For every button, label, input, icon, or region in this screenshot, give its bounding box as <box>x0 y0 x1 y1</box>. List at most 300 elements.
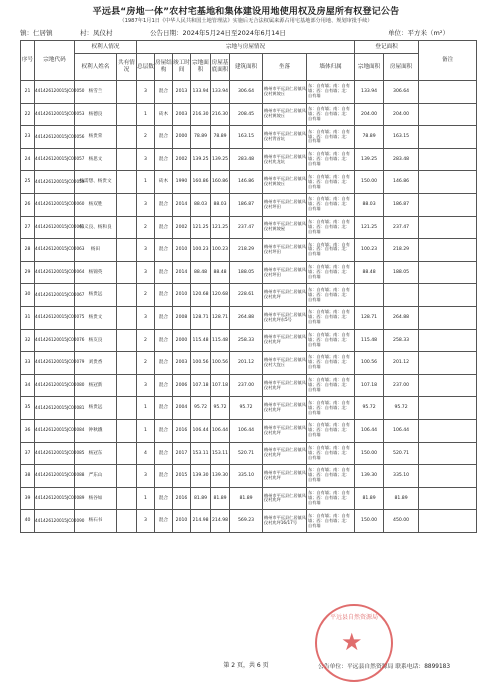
cell-loc: 梅州市平远县仁居镇凤仪村兆坪 <box>263 419 307 442</box>
cell-base: 139.30 <box>211 465 230 488</box>
cell-rhouse: 204.00 <box>384 103 419 126</box>
cell-seq: 33 <box>21 352 35 375</box>
cell-name: 杨思文 <box>75 148 117 171</box>
cell-build: 569.23 <box>230 510 263 533</box>
cell-land: 100.23 <box>191 239 211 262</box>
header-reg-land: 宗地面积 <box>355 54 384 81</box>
cell-code: 441426120015JC00075 <box>35 306 75 329</box>
cell-land: 216.30 <box>191 103 211 126</box>
table-row <box>21 216 477 239</box>
cell-land: 88.48 <box>191 261 211 284</box>
cell-code: 441426120015JC00084 <box>35 419 75 442</box>
cell-floors: 3 <box>137 510 155 533</box>
cell-wall: 东：自有墙；南：自有墙；西：自有墙；北：自有墙 <box>307 397 355 420</box>
cell-name: 杨冠东 <box>75 442 117 465</box>
cell-land: 88.03 <box>191 193 211 216</box>
cell-base: 95.72 <box>211 397 230 420</box>
cell-name: 杨义良、杨和良 <box>75 216 117 239</box>
cell-name: 杨双胜 <box>75 193 117 216</box>
contact-phone: 联系电话：8899183 <box>395 664 451 670</box>
cell-code: 441426120015JC00067 <box>35 284 75 307</box>
table-row <box>21 284 477 307</box>
cell-code: 441426120015JC00050 <box>35 81 75 104</box>
cell-struct: 混合 <box>155 126 173 149</box>
cell-loc: 梅州市平远县仁居镇凤仪村兆坪 <box>263 329 307 352</box>
cell-loc: 梅州市平远县仁居镇凤仪村兆坪东5号 <box>263 306 307 329</box>
cell-name: 杨贵远 <box>75 397 117 420</box>
cell-wall: 东：自有墙；南：自有墙；西：自有墙；北：自有墙 <box>307 306 355 329</box>
cell-floors: 3 <box>137 193 155 216</box>
cell-code: 441426120015JC00081 <box>35 397 75 420</box>
official-seal <box>315 604 393 682</box>
cell-build: 218.29 <box>230 239 263 262</box>
cell-year: 2016 <box>173 487 191 510</box>
cell-rhouse: 186.87 <box>384 193 419 216</box>
cell-name: 杨贵文 <box>75 306 117 329</box>
cell-rhouse: 95.72 <box>384 397 419 420</box>
cell-wall: 东：自有墙；南：自有墙；西：自有墙；北：自有墙 <box>307 329 355 352</box>
cell-struct: 砖木 <box>155 103 173 126</box>
table-row <box>21 193 477 216</box>
header-completed: 竣工时间 <box>173 54 191 81</box>
cell-co <box>117 284 137 307</box>
cell-co <box>117 239 137 262</box>
cell-struct: 混合 <box>155 148 173 171</box>
cell-year: 2003 <box>173 103 191 126</box>
cell-wall: 东：自有墙；南：自有墙；西：自有墙；北：自有墙 <box>307 487 355 510</box>
cell-remark <box>419 171 477 194</box>
cell-build: 95.72 <box>230 397 263 420</box>
cell-rland: 139.30 <box>355 465 384 488</box>
cell-struct: 混合 <box>155 193 173 216</box>
cell-rhouse: 188.05 <box>384 261 419 284</box>
cell-rland: 106.44 <box>355 419 384 442</box>
cell-year: 2010 <box>173 239 191 262</box>
cell-struct: 混合 <box>155 487 173 510</box>
cell-remark <box>419 374 477 397</box>
cell-rhouse: 258.33 <box>384 329 419 352</box>
cell-floors: 3 <box>137 239 155 262</box>
cell-rhouse: 237.47 <box>384 216 419 239</box>
cell-base: 216.30 <box>211 103 230 126</box>
cell-remark <box>419 329 477 352</box>
cell-land: 106.44 <box>191 419 211 442</box>
table-row <box>21 103 477 126</box>
header-floors: 总层数 <box>137 54 155 81</box>
cell-year: 2002 <box>173 148 191 171</box>
cell-base: 160.86 <box>211 171 230 194</box>
cell-rland: 150.00 <box>355 442 384 465</box>
cell-land: 139.30 <box>191 465 211 488</box>
cell-land: 153.11 <box>191 442 211 465</box>
cell-rland: 88.48 <box>355 261 384 284</box>
cell-floors: 1 <box>137 487 155 510</box>
header-reg-house: 房屋面积 <box>384 54 419 81</box>
cell-co <box>117 442 137 465</box>
cell-wall: 东：自有墙；南：自有墙；西：自有墙；北：自有墙 <box>307 103 355 126</box>
cell-struct: 混合 <box>155 239 173 262</box>
cell-base: 133.94 <box>211 81 230 104</box>
cell-co <box>117 352 137 375</box>
table-row <box>21 397 477 420</box>
cell-land: 139.25 <box>191 148 211 171</box>
cell-loc: 梅州市平远县仁居镇凤仪村兆坪 <box>263 487 307 510</box>
cell-year: 2004 <box>173 397 191 420</box>
cell-struct: 混合 <box>155 397 173 420</box>
cell-remark <box>419 284 477 307</box>
cell-floors: 2 <box>137 352 155 375</box>
cell-seq: 40 <box>21 510 35 533</box>
table-row <box>21 81 477 104</box>
cell-rland: 100.23 <box>355 239 384 262</box>
cell-base: 78.89 <box>211 126 230 149</box>
cell-floors: 1 <box>137 419 155 442</box>
header-building-area: 建筑面积 <box>230 54 263 81</box>
cell-rland: 128.71 <box>355 306 384 329</box>
cell-year: 2008 <box>173 306 191 329</box>
cell-co <box>117 261 137 284</box>
cell-struct: 混合 <box>155 329 173 352</box>
cell-seq: 25 <box>21 171 35 194</box>
table-row <box>21 239 477 262</box>
registration-table <box>20 40 477 533</box>
cell-seq: 32 <box>21 329 35 352</box>
cell-remark <box>419 487 477 510</box>
cell-floors: 1 <box>137 397 155 420</box>
cell-co <box>117 510 137 533</box>
cell-floors: 3 <box>137 374 155 397</box>
cell-loc: 梅州市平远县仁居镇凤仪村坪田 <box>263 193 307 216</box>
cell-struct: 混合 <box>155 510 173 533</box>
cell-wall: 东：自有墙；南：自有墙；西：自有墙；北：自有墙 <box>307 239 355 262</box>
cell-land: 81.89 <box>191 487 211 510</box>
cell-rhouse: 264.88 <box>384 306 419 329</box>
cell-struct: 混合 <box>155 261 173 284</box>
cell-loc: 梅州市平远县仁居镇凤仪村背首坑 <box>263 126 307 149</box>
cell-land: 115.48 <box>191 329 211 352</box>
cell-seq: 30 <box>21 284 35 307</box>
cell-land: 121.25 <box>191 216 211 239</box>
cell-seq: 34 <box>21 374 35 397</box>
announcer-unit: 公告单位：平远县自然资源局 <box>318 664 394 670</box>
cell-floors: 1 <box>137 171 155 194</box>
cell-remark <box>419 261 477 284</box>
cell-co <box>117 148 137 171</box>
header-base-area: 房屋基底面积 <box>211 54 230 81</box>
cell-code: 441426120015JC00060 <box>35 193 75 216</box>
cell-build: 201.12 <box>230 352 263 375</box>
cell-land: 120.68 <box>191 284 211 307</box>
cell-rhouse: 218.29 <box>384 239 419 262</box>
cell-build: 188.05 <box>230 261 263 284</box>
cell-rland: 139.25 <box>355 148 384 171</box>
cell-land: 100.56 <box>191 352 211 375</box>
cell-rland: 133.94 <box>355 81 384 104</box>
cell-rhouse: 163.15 <box>384 126 419 149</box>
cell-loc: 梅州市平远县仁居镇凤仪村兆坪 <box>263 442 307 465</box>
cell-loc: 梅州市平远县仁居镇凤仪村黄坡丘 <box>263 171 307 194</box>
table-row <box>21 171 477 194</box>
cell-build: 520.71 <box>230 442 263 465</box>
cell-rland: 78.89 <box>355 126 384 149</box>
cell-rhouse: 306.64 <box>384 81 419 104</box>
cell-struct: 混合 <box>155 419 173 442</box>
cell-base: 121.25 <box>211 216 230 239</box>
cell-wall: 东：自有墙；南：自有墙；西：自有墙；北：自有墙 <box>307 465 355 488</box>
table-row <box>21 465 477 488</box>
cell-floors: 2 <box>137 126 155 149</box>
seal-text: 平远县自然资源局 <box>329 614 378 621</box>
cell-loc: 梅州市平远县仁居镇凤仪村兆龙坑 <box>263 148 307 171</box>
cell-floors: 3 <box>137 261 155 284</box>
cell-rland: 100.56 <box>355 352 384 375</box>
header-structure: 房屋结构 <box>155 54 173 81</box>
cell-year: 2000 <box>173 329 191 352</box>
cell-build: 306.64 <box>230 81 263 104</box>
cell-name: 刘贵香 <box>75 352 117 375</box>
cell-year: 2016 <box>173 419 191 442</box>
cell-rhouse: 450.00 <box>384 510 419 533</box>
cell-base: 115.48 <box>211 329 230 352</box>
cell-code: 441426120015JC00063 <box>35 239 75 262</box>
cell-wall: 东：自有墙；南：自有墙；西：自有墙；北：自有墙 <box>307 374 355 397</box>
cell-land: 160.86 <box>191 171 211 194</box>
cell-loc: 梅州市平远县仁居镇凤仪村黄坡丘 <box>263 103 307 126</box>
cell-base: 128.71 <box>211 306 230 329</box>
cell-base: 153.11 <box>211 442 230 465</box>
cell-wall: 东：自有墙；南：自有墙；西：自有墙；北：自有墙 <box>307 442 355 465</box>
cell-seq: 37 <box>21 442 35 465</box>
cell-seq: 23 <box>21 126 35 149</box>
cell-struct: 混合 <box>155 216 173 239</box>
cell-co <box>117 103 137 126</box>
header-land-area: 宗地面积 <box>191 54 211 81</box>
cell-loc: 梅州市平远县仁居镇凤仪村大岌丘 <box>263 352 307 375</box>
cell-land: 128.71 <box>191 306 211 329</box>
cell-co <box>117 216 137 239</box>
cell-remark <box>419 126 477 149</box>
cell-base: 100.23 <box>211 239 230 262</box>
cell-name: 杨田 <box>75 239 117 262</box>
cell-loc: 梅州市平远县仁居镇凤仪村兆坪 <box>263 465 307 488</box>
cell-struct: 混合 <box>155 465 173 488</box>
cell-rland: 88.03 <box>355 193 384 216</box>
cell-base: 139.25 <box>211 148 230 171</box>
cell-co <box>117 329 137 352</box>
cell-rland: 107.18 <box>355 374 384 397</box>
header-remarks: 备注 <box>419 41 477 81</box>
table-row <box>21 442 477 465</box>
cell-name: 杨贵远 <box>75 284 117 307</box>
cell-rland: 150.00 <box>355 171 384 194</box>
cell-name: 钟秋娥 <box>75 419 117 442</box>
cell-year: 2000 <box>173 126 191 149</box>
cell-loc: 梅州市平远县仁居镇凤仪村兆坪16/17号 <box>263 510 307 533</box>
cell-rland: 115.48 <box>355 329 384 352</box>
cell-rhouse: 81.89 <box>384 487 419 510</box>
table-row <box>21 329 477 352</box>
cell-name: 杨需想、杨贵文 <box>75 171 117 194</box>
table-row <box>21 148 477 171</box>
header-co-owner: 共有情况 <box>117 54 137 81</box>
cell-rland: 95.72 <box>355 397 384 420</box>
cell-rhouse: 106.44 <box>384 419 419 442</box>
cell-seq: 36 <box>21 419 35 442</box>
cell-remark <box>419 103 477 126</box>
cell-struct: 混合 <box>155 374 173 397</box>
cell-base: 88.03 <box>211 193 230 216</box>
meta-town: 镇：仁居镇 <box>20 29 53 37</box>
page-indicator: 第 2 页，共 6 页 <box>223 662 269 669</box>
cell-name: 杨德良 <box>75 103 117 126</box>
cell-co <box>117 397 137 420</box>
cell-wall: 东：自有墙；南：自有墙；西：自有墙；北：自有墙 <box>307 126 355 149</box>
cell-remark <box>419 510 477 533</box>
table-row <box>21 374 477 397</box>
cell-struct: 混合 <box>155 442 173 465</box>
cell-code: 441426120015JC00085 <box>35 442 75 465</box>
cell-loc: 梅州市平远县仁居镇凤仪村坪田 <box>263 261 307 284</box>
cell-code: 441426120015JC00057 <box>35 148 75 171</box>
cell-remark <box>419 352 477 375</box>
cell-wall: 东：自有墙；南：自有墙；西：自有墙；北：自有墙 <box>307 193 355 216</box>
cell-remark <box>419 216 477 239</box>
cell-remark <box>419 397 477 420</box>
cell-loc: 梅州市平远县仁居镇凤仪村坪田 <box>263 239 307 262</box>
cell-rhouse: 520.71 <box>384 442 419 465</box>
star-icon: ★ <box>341 628 363 656</box>
cell-remark <box>419 239 477 262</box>
cell-year: 2010 <box>173 284 191 307</box>
notice-title: 平远县“房地一体”农村宅基地和集体建设用地使用权及房屋所有权登记公告 <box>92 7 400 17</box>
cell-base: 88.48 <box>211 261 230 284</box>
cell-rhouse: 283.48 <box>384 148 419 171</box>
cell-seq: 26 <box>21 193 35 216</box>
cell-co <box>117 126 137 149</box>
cell-wall: 东：自有墙；南：自有墙；西：自有墙；北：自有墙 <box>307 261 355 284</box>
cell-co <box>117 306 137 329</box>
cell-build: 335.10 <box>230 465 263 488</box>
cell-name: 杨友良 <box>75 329 117 352</box>
cell-build: 106.44 <box>230 419 263 442</box>
cell-wall: 东：自有墙；南：自有墙；西：自有墙；北：自有墙 <box>307 352 355 375</box>
header-owner-group: 权利人情况 <box>75 41 137 54</box>
cell-build: 163.15 <box>230 126 263 149</box>
meta-period: 公告日期：2024年5月24日至2024年6月14日 <box>150 29 286 37</box>
cell-co <box>117 171 137 194</box>
cell-seq: 27 <box>21 216 35 239</box>
cell-code: 441426120015JC00053 <box>35 103 75 126</box>
cell-seq: 39 <box>21 487 35 510</box>
header-parcel-code: 宗地代码 <box>35 41 75 81</box>
cell-code: 441426120015JC00061 <box>35 216 75 239</box>
cell-base: 81.89 <box>211 487 230 510</box>
cell-name: 杨锦英 <box>75 261 117 284</box>
table-row <box>21 126 477 149</box>
cell-co <box>117 193 137 216</box>
cell-build: 208.45 <box>230 103 263 126</box>
cell-build: 258.33 <box>230 329 263 352</box>
cell-rhouse: 237.00 <box>384 374 419 397</box>
cell-rland <box>355 284 384 307</box>
cell-wall: 东：自有墙；南：自有墙；西：自有墙；北：自有墙 <box>307 284 355 307</box>
cell-year: 2014 <box>173 261 191 284</box>
cell-remark <box>419 419 477 442</box>
cell-seq: 38 <box>21 465 35 488</box>
cell-rhouse <box>384 284 419 307</box>
header-boundary: 墙体归属 <box>307 54 355 81</box>
cell-rland: 81.89 <box>355 487 384 510</box>
cell-name: 杨谷如 <box>75 487 117 510</box>
cell-seq: 28 <box>21 239 35 262</box>
cell-name: 杨贵荣 <box>75 126 117 149</box>
cell-year: 2006 <box>173 374 191 397</box>
cell-code: 441426120015JC00064 <box>35 261 75 284</box>
cell-seq: 29 <box>21 261 35 284</box>
cell-remark <box>419 148 477 171</box>
cell-floors: 2 <box>137 216 155 239</box>
header-seq: 序号 <box>21 41 35 81</box>
table-row <box>21 261 477 284</box>
cell-build: 237.00 <box>230 374 263 397</box>
cell-floors: 3 <box>137 148 155 171</box>
cell-floors: 3 <box>137 306 155 329</box>
cell-floors: 2 <box>137 284 155 307</box>
cell-year: 2015 <box>173 465 191 488</box>
cell-wall: 东：自有墙；南：自有墙；西：自有墙；北：自有墙 <box>307 510 355 533</box>
header-owner-name: 权利人姓名 <box>75 54 117 81</box>
cell-year: 1990 <box>173 171 191 194</box>
cell-co <box>117 81 137 104</box>
cell-name: 杨雪兰 <box>75 81 117 104</box>
cell-remark <box>419 81 477 104</box>
cell-loc: 梅州市平远县仁居镇凤仪村兆坪 <box>263 374 307 397</box>
cell-struct: 混合 <box>155 81 173 104</box>
cell-year: 2003 <box>173 352 191 375</box>
table-row <box>21 419 477 442</box>
cell-year: 2002 <box>173 216 191 239</box>
cell-seq: 35 <box>21 397 35 420</box>
header-location: 坐落 <box>263 54 307 81</box>
cell-struct: 砖木 <box>155 171 173 194</box>
cell-name: 杨石书 <box>75 510 117 533</box>
cell-seq: 22 <box>21 103 35 126</box>
cell-code: 441426120015JC00088 <box>35 465 75 488</box>
cell-year: 2014 <box>173 193 191 216</box>
cell-wall: 东：自有墙；南：自有墙；西：自有墙；北：自有墙 <box>307 419 355 442</box>
cell-struct: 混合 <box>155 306 173 329</box>
cell-loc: 梅州市平远县仁居镇凤仪村黄坡丘 <box>263 81 307 104</box>
table-row <box>21 510 477 533</box>
cell-remark <box>419 306 477 329</box>
cell-remark <box>419 442 477 465</box>
cell-year: 2010 <box>173 510 191 533</box>
cell-land: 107.18 <box>191 374 211 397</box>
cell-land: 95.72 <box>191 397 211 420</box>
cell-loc: 梅州市平远县仁居镇凤仪村黄坡屋 <box>263 216 307 239</box>
cell-wall: 东：自有墙；南：自有墙；西：自有墙；北：自有墙 <box>307 148 355 171</box>
cell-build: 283.48 <box>230 148 263 171</box>
cell-wall: 东：自有墙；南：自有墙；西：自有墙；北：自有墙 <box>307 171 355 194</box>
cell-build: 264.88 <box>230 306 263 329</box>
table-row <box>21 306 477 329</box>
notice-meta <box>20 28 472 38</box>
cell-rland: 204.00 <box>355 103 384 126</box>
cell-code: 441426120015JC00080 <box>35 374 75 397</box>
table-row <box>21 487 477 510</box>
cell-loc: 梅州市平远县仁居镇凤仪村兆坪 <box>263 284 307 307</box>
table-row <box>21 352 477 375</box>
